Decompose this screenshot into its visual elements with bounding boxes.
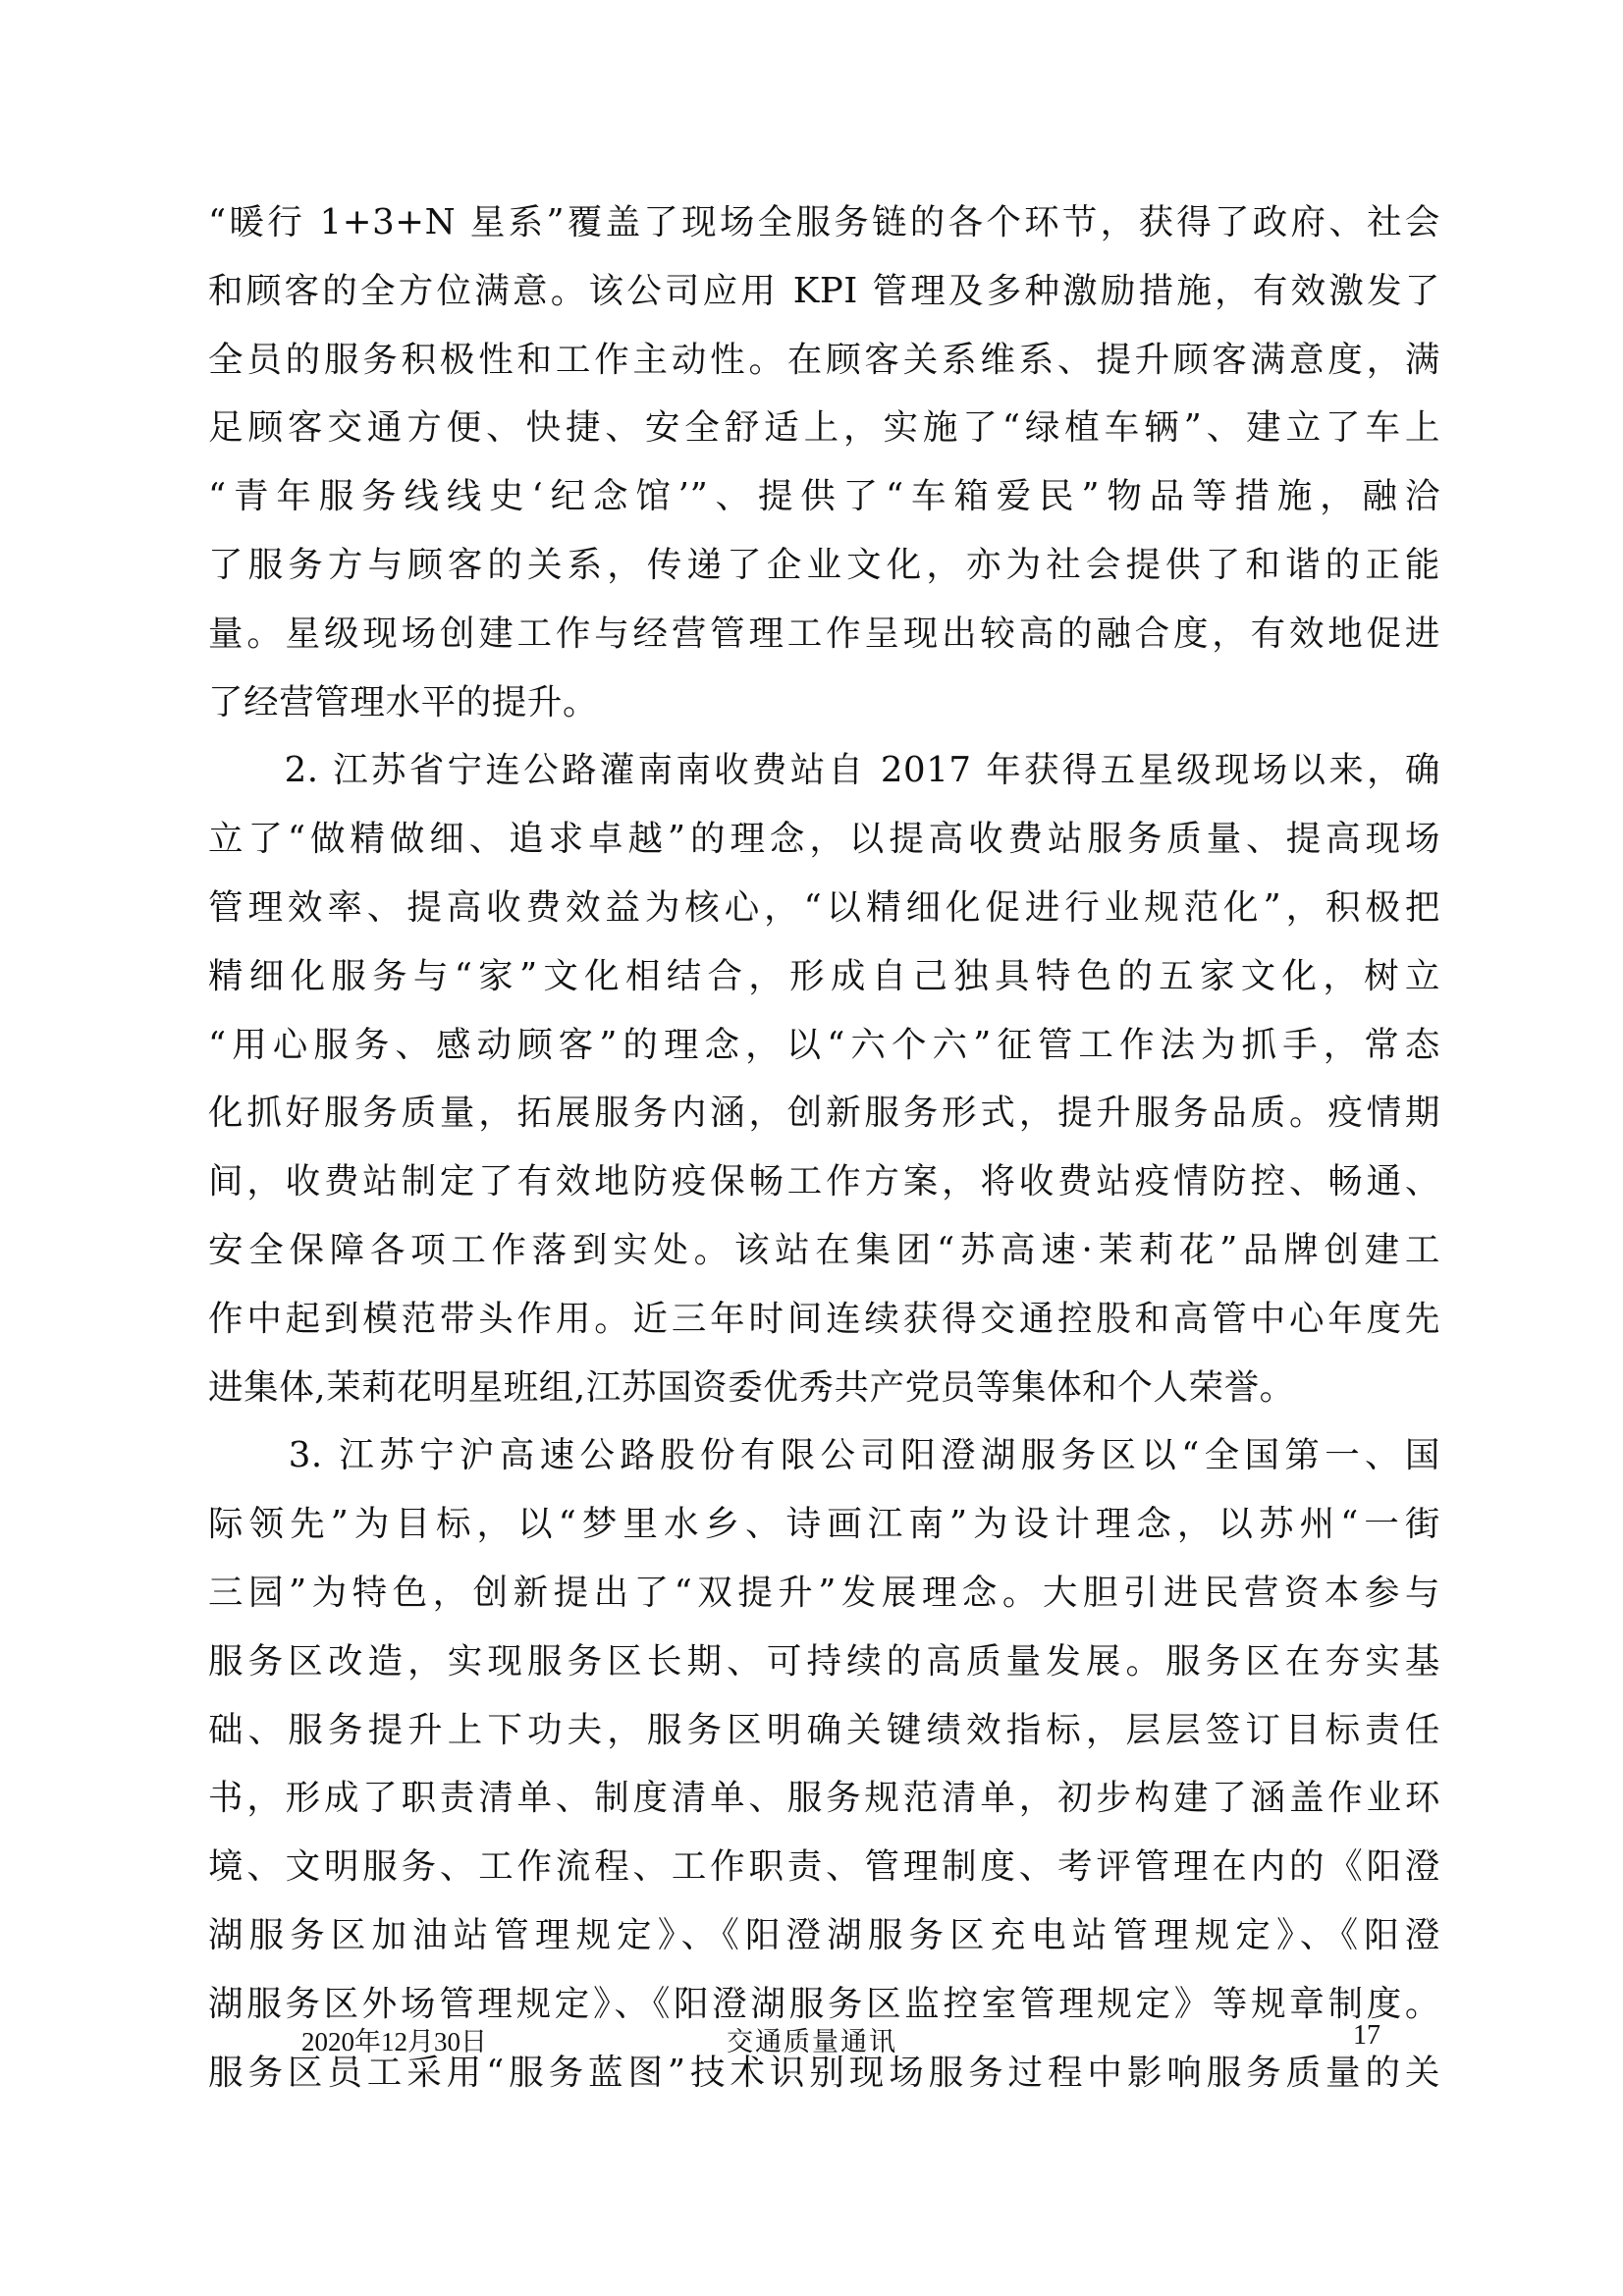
text-line: 3. 江苏宁沪高速公路股份有限公司阳澄湖服务区以“全国第一、国 bbox=[208, 1435, 1440, 1476]
text-line: 化抓好服务质量，拓展服务内涵，创新服务形式，提升服务品质。疫情期 bbox=[208, 1093, 1440, 1134]
text-line: 境、文明服务、工作流程、工作职责、管理制度、考评管理在内的《阳澄 bbox=[208, 1846, 1440, 1888]
text-line: 湖服务区加油站管理规定》、《阳澄湖服务区充电站管理规定》、《阳澄 bbox=[208, 1914, 1440, 1955]
footer-date: 2020年12月30日 bbox=[301, 2027, 487, 2056]
text-line: 量。星级现场创建工作与经营管理工作呈现出较高的融合度，有效地促进 bbox=[208, 613, 1440, 654]
text-line: 了服务方与顾客的关系，传递了企业文化，亦为社会提供了和谐的正能 bbox=[208, 544, 1440, 585]
text-line: 书，形成了职责清单、制度清单、服务规范清单，初步构建了涵盖作业环 bbox=[208, 1778, 1440, 1819]
text-line: 际领先”为目标，以“梦里水乡、诗画江南”为设计理念，以苏州“一街 bbox=[208, 1504, 1440, 1545]
text-line: 间，收费站制定了有效地防疫保畅工作方案，将收费站疫情防控、畅通、 bbox=[208, 1161, 1440, 1202]
page-footer bbox=[0, 2020, 1623, 2059]
text-line: 2. 江苏省宁连公路灌南南收费站自 2017 年获得五星级现场以来，确 bbox=[208, 750, 1440, 791]
text-line: “用心服务、感动顾客”的理念，以“六个六”征管工作法为抓手，常态 bbox=[208, 1024, 1440, 1065]
text-line: “暖行 1+3+N 星系”覆盖了现场全服务链的各个环节，获得了政府、社会 bbox=[208, 202, 1440, 242]
text-line: 安全保障各项工作落到实处。该站在集团“苏高速·茉莉花”品牌创建工 bbox=[208, 1229, 1440, 1270]
text-line: “青年服务线线史‘纪念馆’”、提供了“车箱爱民”物品等措施，融洽 bbox=[208, 476, 1440, 517]
text-line: 全员的服务积极性和工作主动性。在顾客关系维系、提升顾客满意度，满 bbox=[208, 339, 1440, 380]
text-line: 础、服务提升上下功夫，服务区明确关键绩效指标，层层签订目标责任 bbox=[208, 1709, 1440, 1750]
text-line: 精细化服务与“家”文化相结合，形成自己独具特色的五家文化，树立 bbox=[208, 955, 1440, 996]
text-line: 作中起到模范带头作用。近三年时间连续获得交通控股和高管中心年度先 bbox=[208, 1298, 1440, 1339]
text-line: 湖服务区外场管理规定》、《阳澄湖服务区监控室管理规定》等规章制度。 bbox=[208, 1983, 1440, 2024]
text-line: 服务区员工采用“服务蓝图”技术识别现场服务过程中影响服务质量的关 bbox=[208, 2052, 1440, 2093]
footer-journal-title: 交通质量通讯 bbox=[727, 2027, 897, 2057]
text-line: 服务区改造，实现服务区长期、可持续的高质量发展。服务区在夯实基 bbox=[208, 1640, 1440, 1682]
text-line: 立了“做精做细、追求卓越”的理念，以提高收费站服务质量、提高现场 bbox=[208, 819, 1440, 860]
page-number: 17 bbox=[1353, 2020, 1380, 2051]
text-line: 三园”为特色，创新提出了“双提升”发展理念。大胆引进民营资本参与 bbox=[208, 1572, 1440, 1613]
text-line: 进集体,茉莉花明星班组,江苏国资委优秀共产党员等集体和个人荣誉。 bbox=[208, 1366, 1295, 1408]
body-text bbox=[208, 188, 1440, 2107]
text-line: 管理效率、提高收费效益为核心，“以精细化促进行业规范化”，积极把 bbox=[208, 886, 1440, 928]
text-line: 足顾客交通方便、快捷、安全舒适上，实施了“绿植车辆”、建立了车上 bbox=[208, 407, 1440, 449]
text-line: 和顾客的全方位满意。该公司应用 KPI 管理及多种激励措施，有效激发了 bbox=[208, 270, 1440, 311]
text-line: 了经营管理水平的提升。 bbox=[208, 681, 599, 722]
